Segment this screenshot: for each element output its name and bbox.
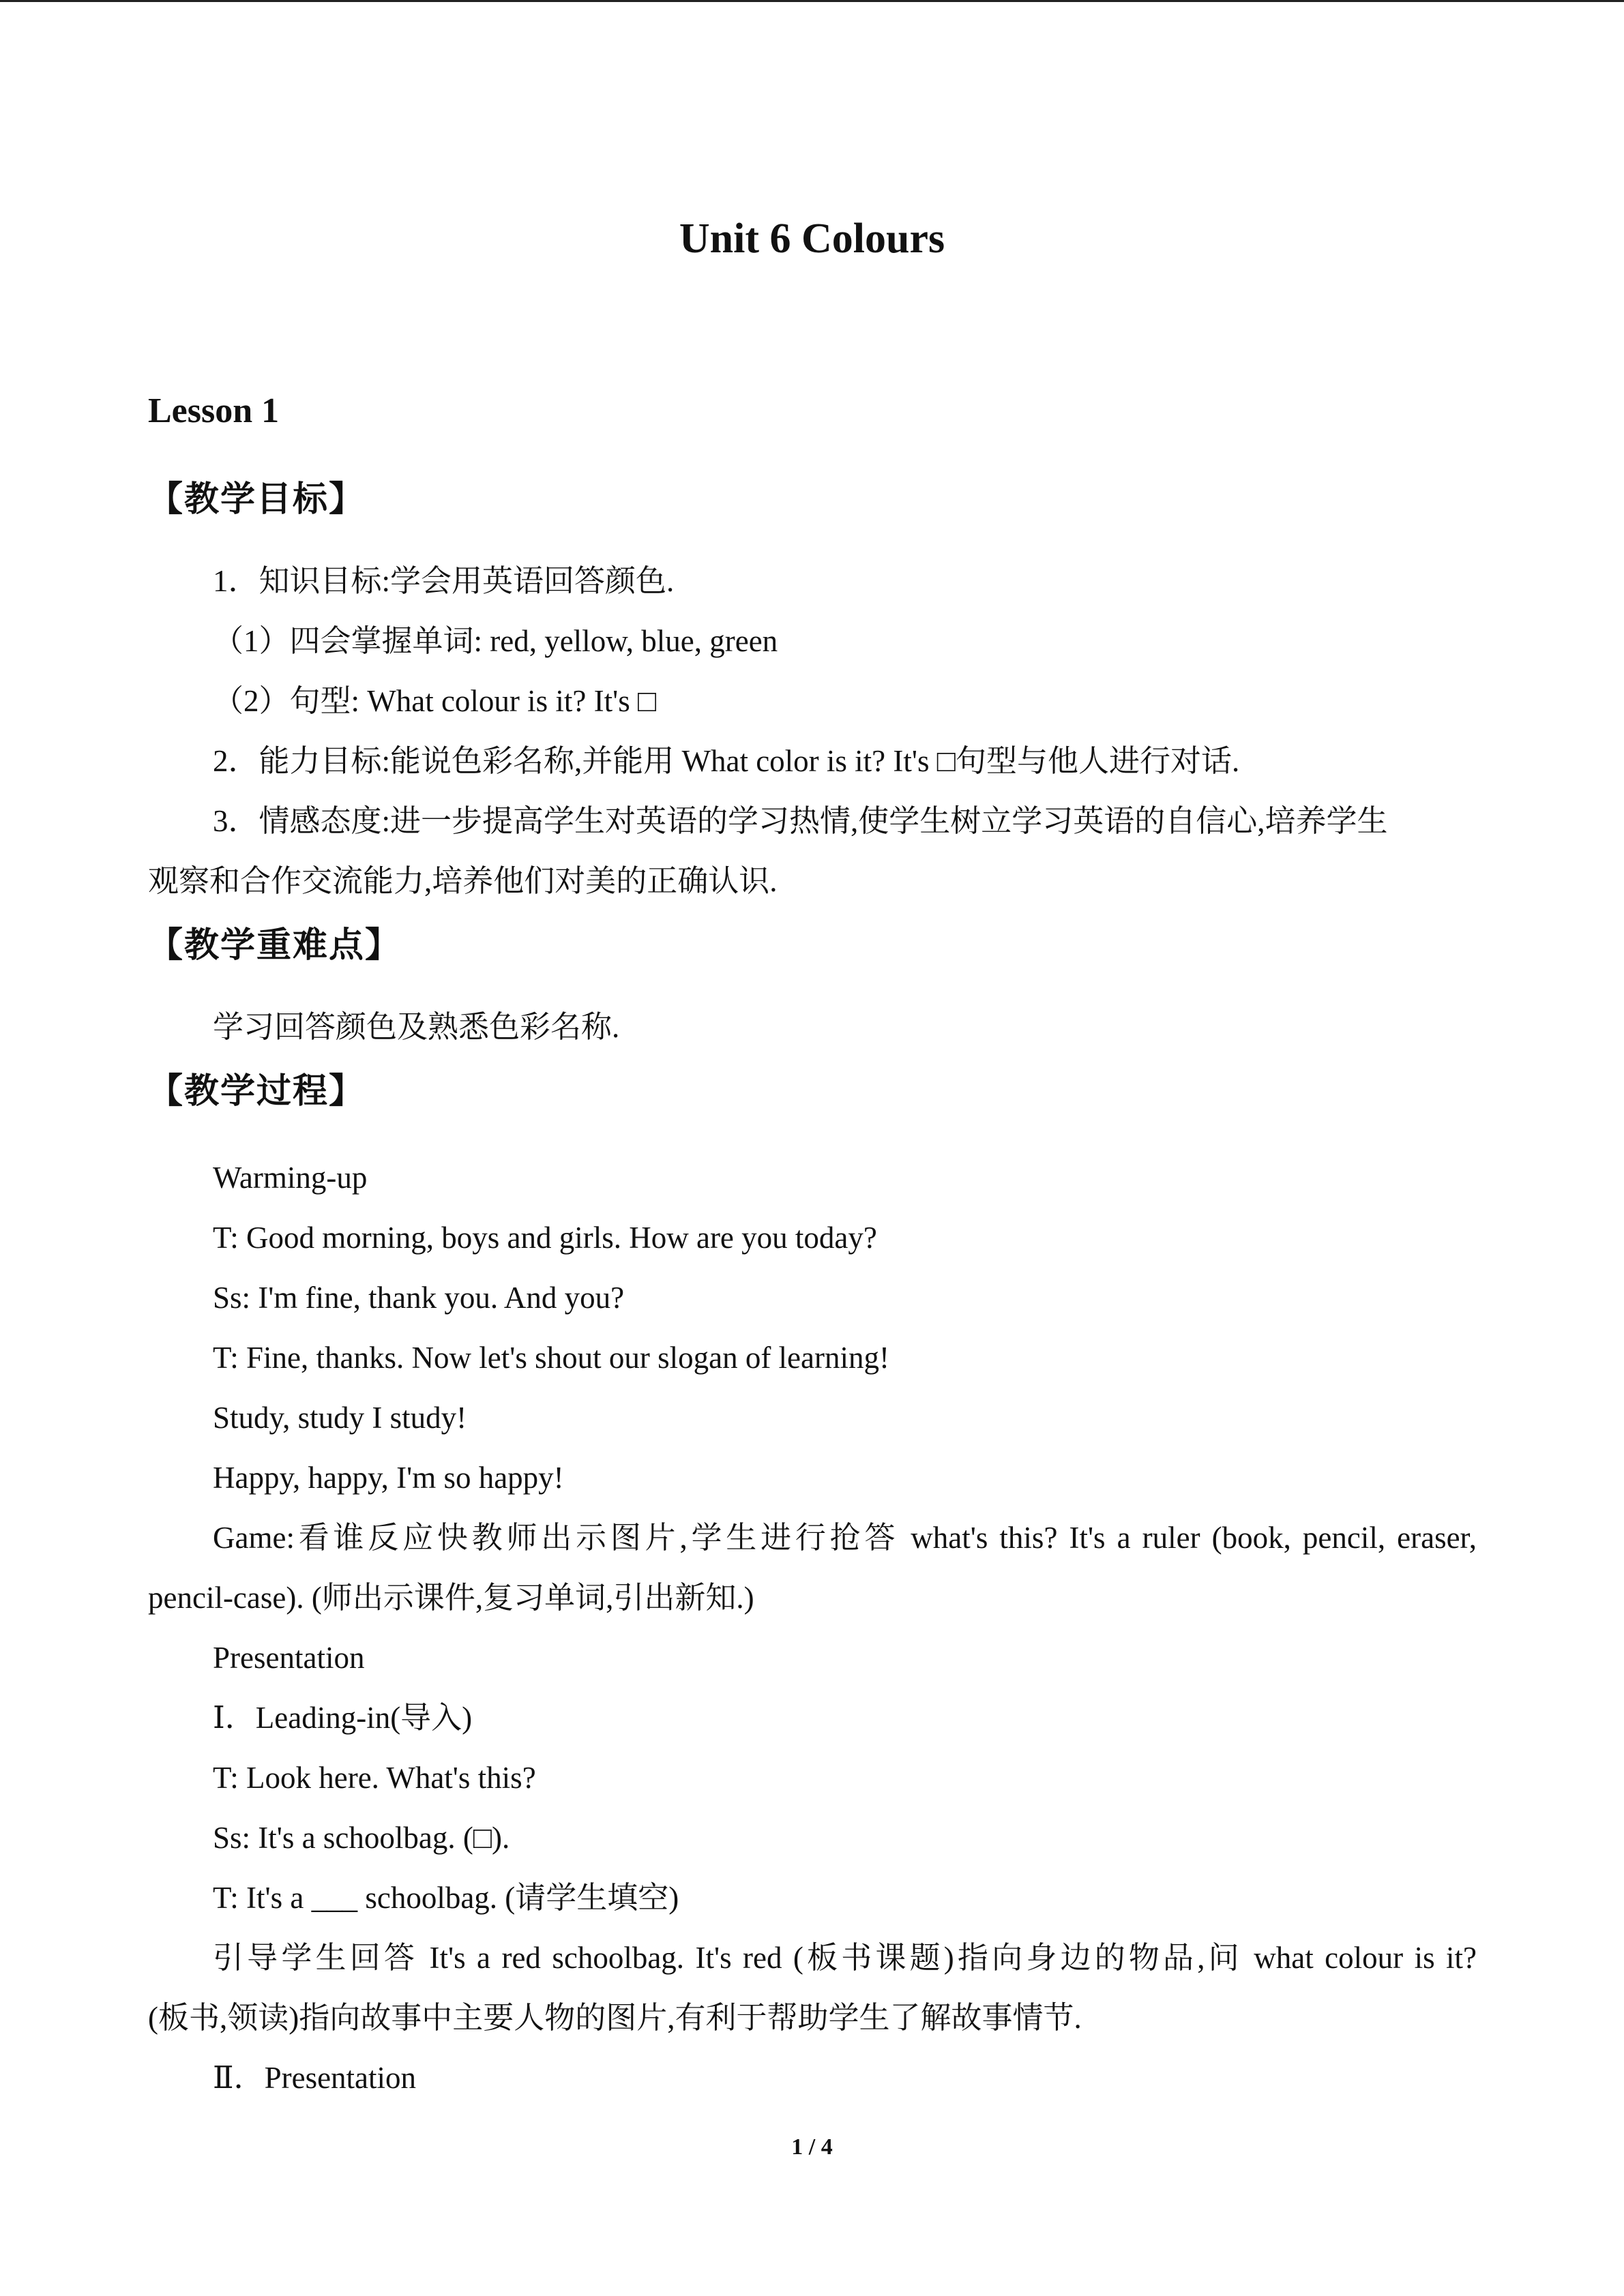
lesson-heading: Lesson 1 [148, 391, 280, 430]
top-border-line [0, 0, 1624, 2]
process-line: Ⅱ．Presentation [213, 2061, 417, 2095]
objectives-line: 3．情感态度:进一步提高学生对英语的学习热情,使学生树立学习英语的自信心,培养学生 [213, 804, 1388, 838]
process-line: Ss: I'm fine, thank you. And you? [213, 1281, 625, 1315]
process-line: Warming-up [213, 1161, 368, 1195]
objectives-line: 观察和合作交流能力,培养他们对美的正确认识. [148, 864, 778, 898]
key-points-line: 学习回答颜色及熟悉色彩名称. [213, 1010, 620, 1044]
process-line: pencil-case). (师出示课件,复习单词,引出新知.) [148, 1581, 754, 1615]
process-line: Game:看谁反应快教师出示图片,学生进行抢答 what's this? It's a ruler (book, pencil, eraser, [213, 1521, 1477, 1555]
section-heading-key-points: 【教学重难点】 [148, 925, 402, 966]
objectives-line: 1．知识目标:学会用英语回答颜色. [213, 564, 675, 598]
objectives-line: （1）四会掌握单词: red, yellow, blue, green [213, 624, 778, 658]
process-line: Presentation [213, 1641, 365, 1675]
section-heading-process: 【教学过程】 [148, 1071, 366, 1112]
process-line: T: Fine, thanks. Now let's shout our slogan of learning! [213, 1341, 889, 1375]
process-line: Ss: It's a schoolbag. (□). [213, 1821, 510, 1855]
process-line: (板书,领读)指向故事中主要人物的图片,有利于帮助学生了解故事情节. [148, 2001, 1082, 2035]
process-line: Ⅰ．Leading-in(导入) [213, 1701, 473, 1735]
process-line: T: Good morning, boys and girls. How are you today? [213, 1221, 877, 1255]
process-line: T: It's a ___ schoolbag. (请学生填空) [213, 1881, 679, 1915]
objectives-line: 2．能力目标:能说色彩名称,并能用 What color is it? It's □句型与他人进行对话. [213, 744, 1240, 778]
process-line: Study, study I study! [213, 1401, 467, 1435]
page-number: 1 / 4 [791, 2134, 833, 2160]
document-title: Unit 6 Colours [679, 215, 945, 262]
process-line: T: Look here. What's this? [213, 1761, 536, 1795]
process-line: Happy, happy, I'm so happy! [213, 1461, 564, 1495]
process-line: 引导学生回答 It's a red schoolbag. It's red (板书课题)指向身边的物品,问 what colour is it? [213, 1941, 1477, 1975]
objectives-line: （2）句型: What colour is it? It's □ [213, 684, 657, 718]
section-heading-objectives: 【教学目标】 [148, 479, 366, 520]
